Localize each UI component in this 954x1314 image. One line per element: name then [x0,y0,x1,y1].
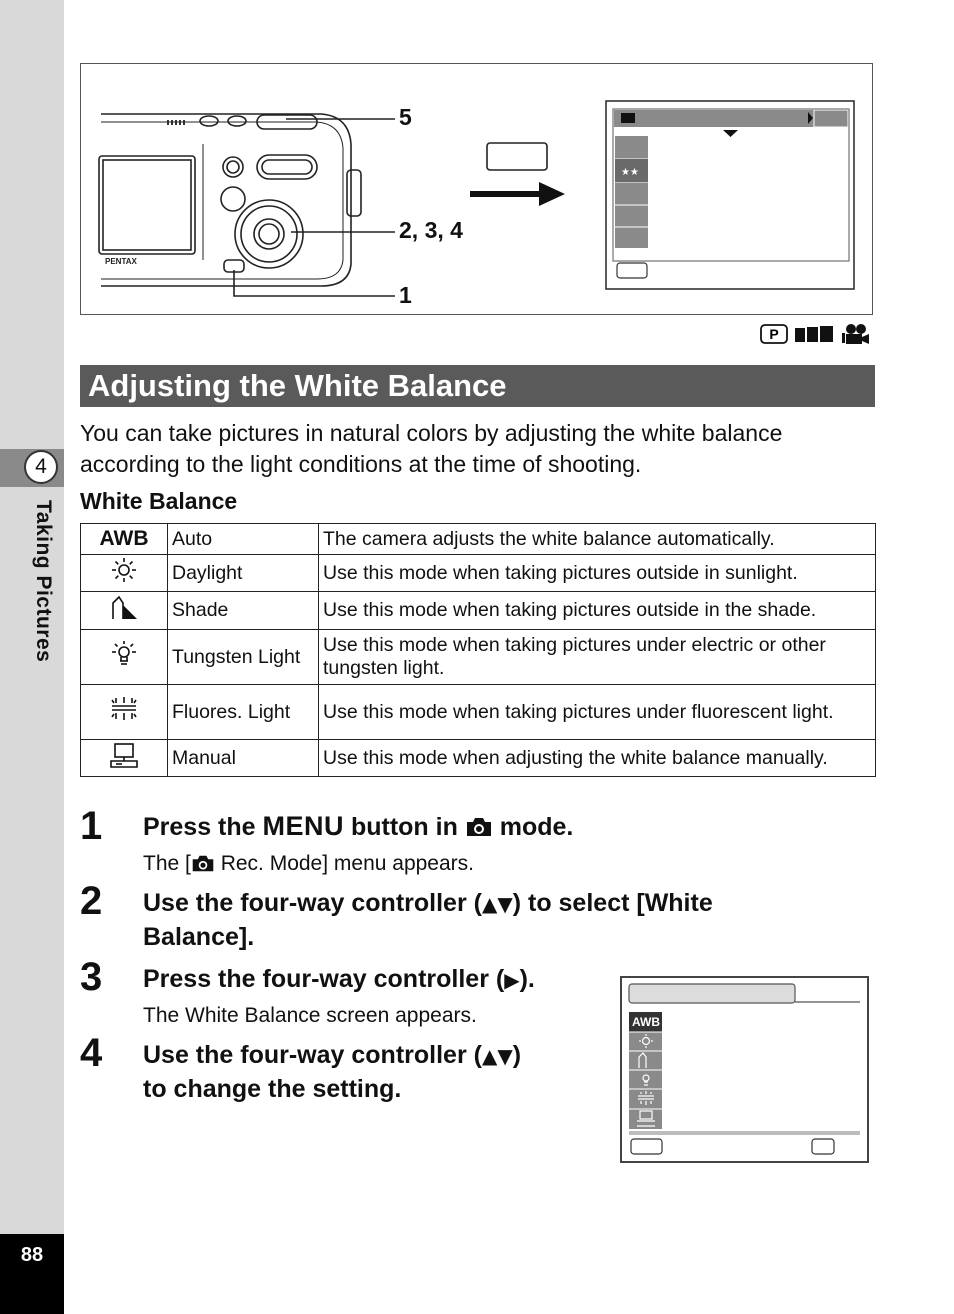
step-4-text: Use the four-way controller (▲▼) to change the setting. [143,1041,522,1103]
callout-1: 1 [399,282,412,308]
applicable-mode-icons [760,323,870,345]
menu-label: MENU [262,811,345,841]
step-1-subtext: The [ Rec. Mode] menu appears. [143,852,474,875]
white-balance-screen-illustration [620,976,869,1163]
mode-description: The camera adjusts the white balance automatically. [319,524,876,555]
step-2-number: 2 [80,879,103,923]
step-4-number: 4 [80,1031,103,1075]
lcd-menu-screen [606,101,854,289]
daylight-icon [111,557,137,583]
table-row [81,685,876,740]
page-number: 88 [20,1244,44,1266]
awb-label: AWB [632,1015,660,1029]
up-down-arrows-icon: ▲▼ [481,1044,513,1068]
white-balance-screen [622,978,867,1161]
camera-icon [465,816,493,838]
table-row [81,630,876,685]
camera-illustration-box [80,63,873,315]
mode-name: Shade [168,592,319,630]
mode-name: Auto [168,524,319,555]
camera-illustration [81,64,872,314]
svg-text:★★: ★★ [621,167,639,178]
menu-button-graphic [487,143,547,170]
mode-description: Use this mode when taking pictures under electric or other tungsten light. [319,630,876,685]
shade-icon [110,595,138,621]
table-row [81,555,876,592]
mode-name: Tungsten Light [168,630,319,685]
picture-mode-icon [794,324,836,344]
step-1-number: 1 [80,804,103,848]
mode-name: Fluores. Light [168,685,319,740]
table-row [81,740,876,777]
right-arrow-icon: ▶ [504,968,520,992]
mode-name: Daylight [168,555,319,592]
mode-name: Manual [168,740,319,777]
camera-brand-label: PENTAX [105,257,137,266]
awb-icon: AWB [81,524,168,555]
callout-2-3-4: 2, 3, 4 [399,217,463,243]
tungsten-icon [110,640,138,668]
program-mode-icon [760,324,788,344]
mode-description: Use this mode when adjusting the white balance manually. [319,740,876,777]
step-3-number: 3 [80,955,103,999]
table-row [81,592,876,630]
step-2-text: Use the four-way controller (▲▼) to select [White Balance]. [143,889,713,951]
intro-paragraph: You can take pictures in natural colors by adjusting the white balance according to the light conditions at the time of shooting. [80,420,783,477]
camera-icon [191,854,215,873]
step-3-text: Press the four-way controller (▶). [143,965,535,993]
svg-text:P: P [769,326,779,342]
chapter-number: 4 [24,450,58,484]
mode-description: Use this mode when taking pictures outside in the shade. [319,592,876,630]
mode-description: Use this mode when taking pictures outside in sunlight. [319,555,876,592]
up-down-arrows-icon: ▲▼ [481,892,513,916]
fluorescent-icon [110,696,138,722]
step-3-subtext: The White Balance screen appears. [143,1004,477,1027]
mode-description: Use this mode when taking pictures under fluorescent light. [319,685,876,740]
movie-mode-icon [842,323,870,345]
white-balance-table [80,523,876,777]
camera-body [99,114,361,286]
chapter-title: Taking Pictures [32,500,55,663]
white-balance-heading: White Balance [80,488,238,514]
arrow-right-icon [470,182,565,206]
callout-5: 5 [399,104,412,130]
manual-wb-icon [110,742,138,768]
table-row [81,524,876,555]
section-title: Adjusting the White Balance [88,368,507,403]
step-1-text: Press the MENU button in mode. [143,811,574,841]
